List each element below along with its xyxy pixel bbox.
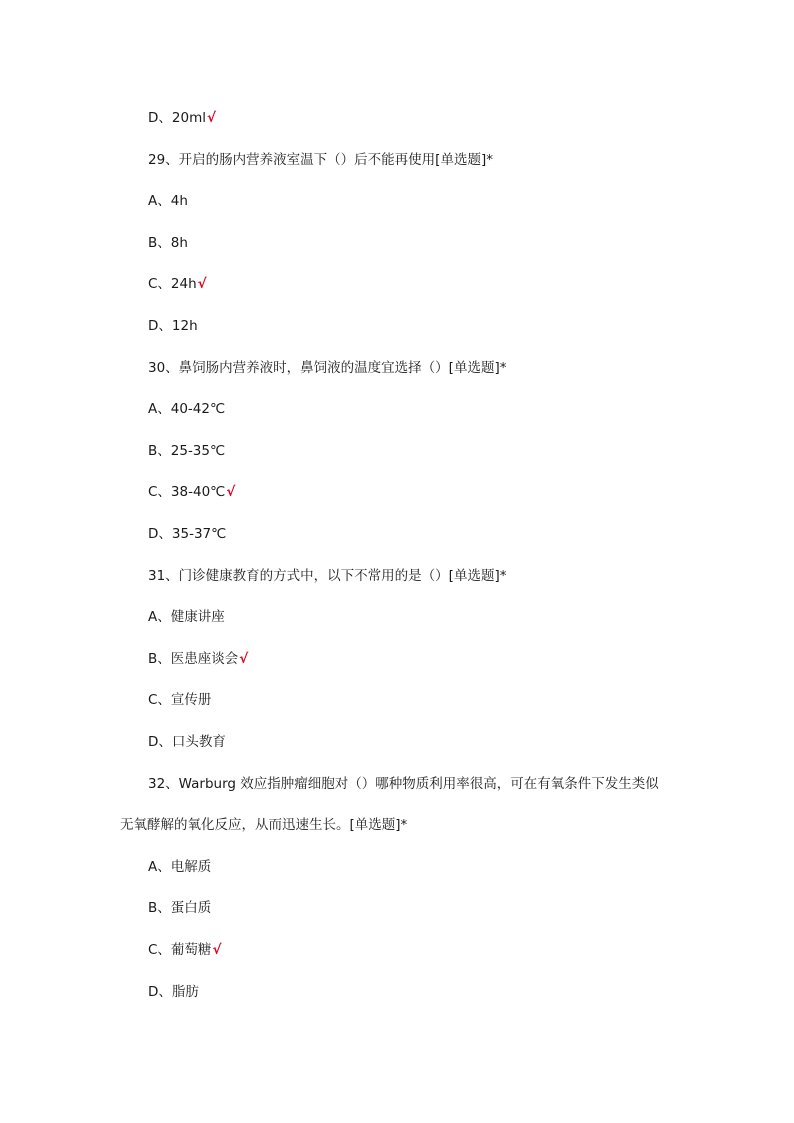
question-text: 31、门诊健康教育的方式中，以下不常用的是（）[单选题]* (148, 568, 507, 584)
question-text: 无氧酵解的氧化反应，从而迅速生长。[单选题]* (120, 817, 408, 833)
option-line (148, 691, 211, 709)
option-text: D、12h (148, 318, 198, 334)
correct-check-mark: √ (226, 484, 236, 500)
option-line (148, 899, 211, 917)
option-text: A、健康讲座 (148, 609, 225, 625)
option-line (148, 525, 226, 543)
question-text: 32、Warburg 效应指肿瘤细胞对（）哪种物质利用率很高，可在有氧条件下发生类似 (148, 776, 659, 792)
option-text: D、20ml (148, 110, 206, 126)
question-line (148, 775, 659, 793)
option-line (148, 483, 235, 501)
option-line (148, 733, 226, 751)
option-line (148, 442, 225, 460)
correct-check-mark: √ (239, 651, 249, 667)
option-text: C、宣传册 (148, 692, 212, 708)
question-text: 29、开启的肠内营养液室温下（）后不能再使用[单选题]* (148, 152, 493, 168)
correct-check-mark: √ (206, 110, 216, 126)
option-text: A、电解质 (148, 859, 212, 875)
option-text: A、4h (148, 193, 188, 209)
question-line (148, 151, 493, 169)
option-line (148, 192, 188, 210)
option-text: C、38-40℃ (148, 484, 226, 500)
option-line (148, 109, 216, 127)
question-text: 30、鼻饲肠内营养液时，鼻饲液的温度宜选择（）[单选题]* (148, 360, 507, 376)
option-line (148, 317, 198, 335)
option-line (148, 650, 248, 668)
option-text: B、医患座谈会 (148, 651, 239, 667)
question-line (148, 567, 506, 585)
question-line-continued (120, 816, 407, 834)
question-line (148, 359, 506, 377)
option-text: A、40-42℃ (148, 401, 226, 417)
option-text: D、脂肪 (148, 984, 199, 1000)
option-line (148, 858, 211, 876)
option-line (148, 608, 225, 626)
option-line (148, 275, 207, 293)
option-text: C、24h (148, 276, 197, 292)
option-text: B、蛋白质 (148, 900, 212, 916)
option-text: D、35-37℃ (148, 526, 227, 542)
option-line (148, 983, 199, 1001)
option-line (148, 941, 221, 959)
option-text: D、口头教育 (148, 734, 226, 750)
option-line (148, 400, 225, 418)
option-text: B、8h (148, 235, 188, 251)
correct-check-mark: √ (197, 276, 207, 292)
option-line (148, 234, 188, 252)
option-text: C、葡萄糖 (148, 942, 212, 958)
option-text: B、25-35℃ (148, 443, 226, 459)
correct-check-mark: √ (212, 942, 222, 958)
